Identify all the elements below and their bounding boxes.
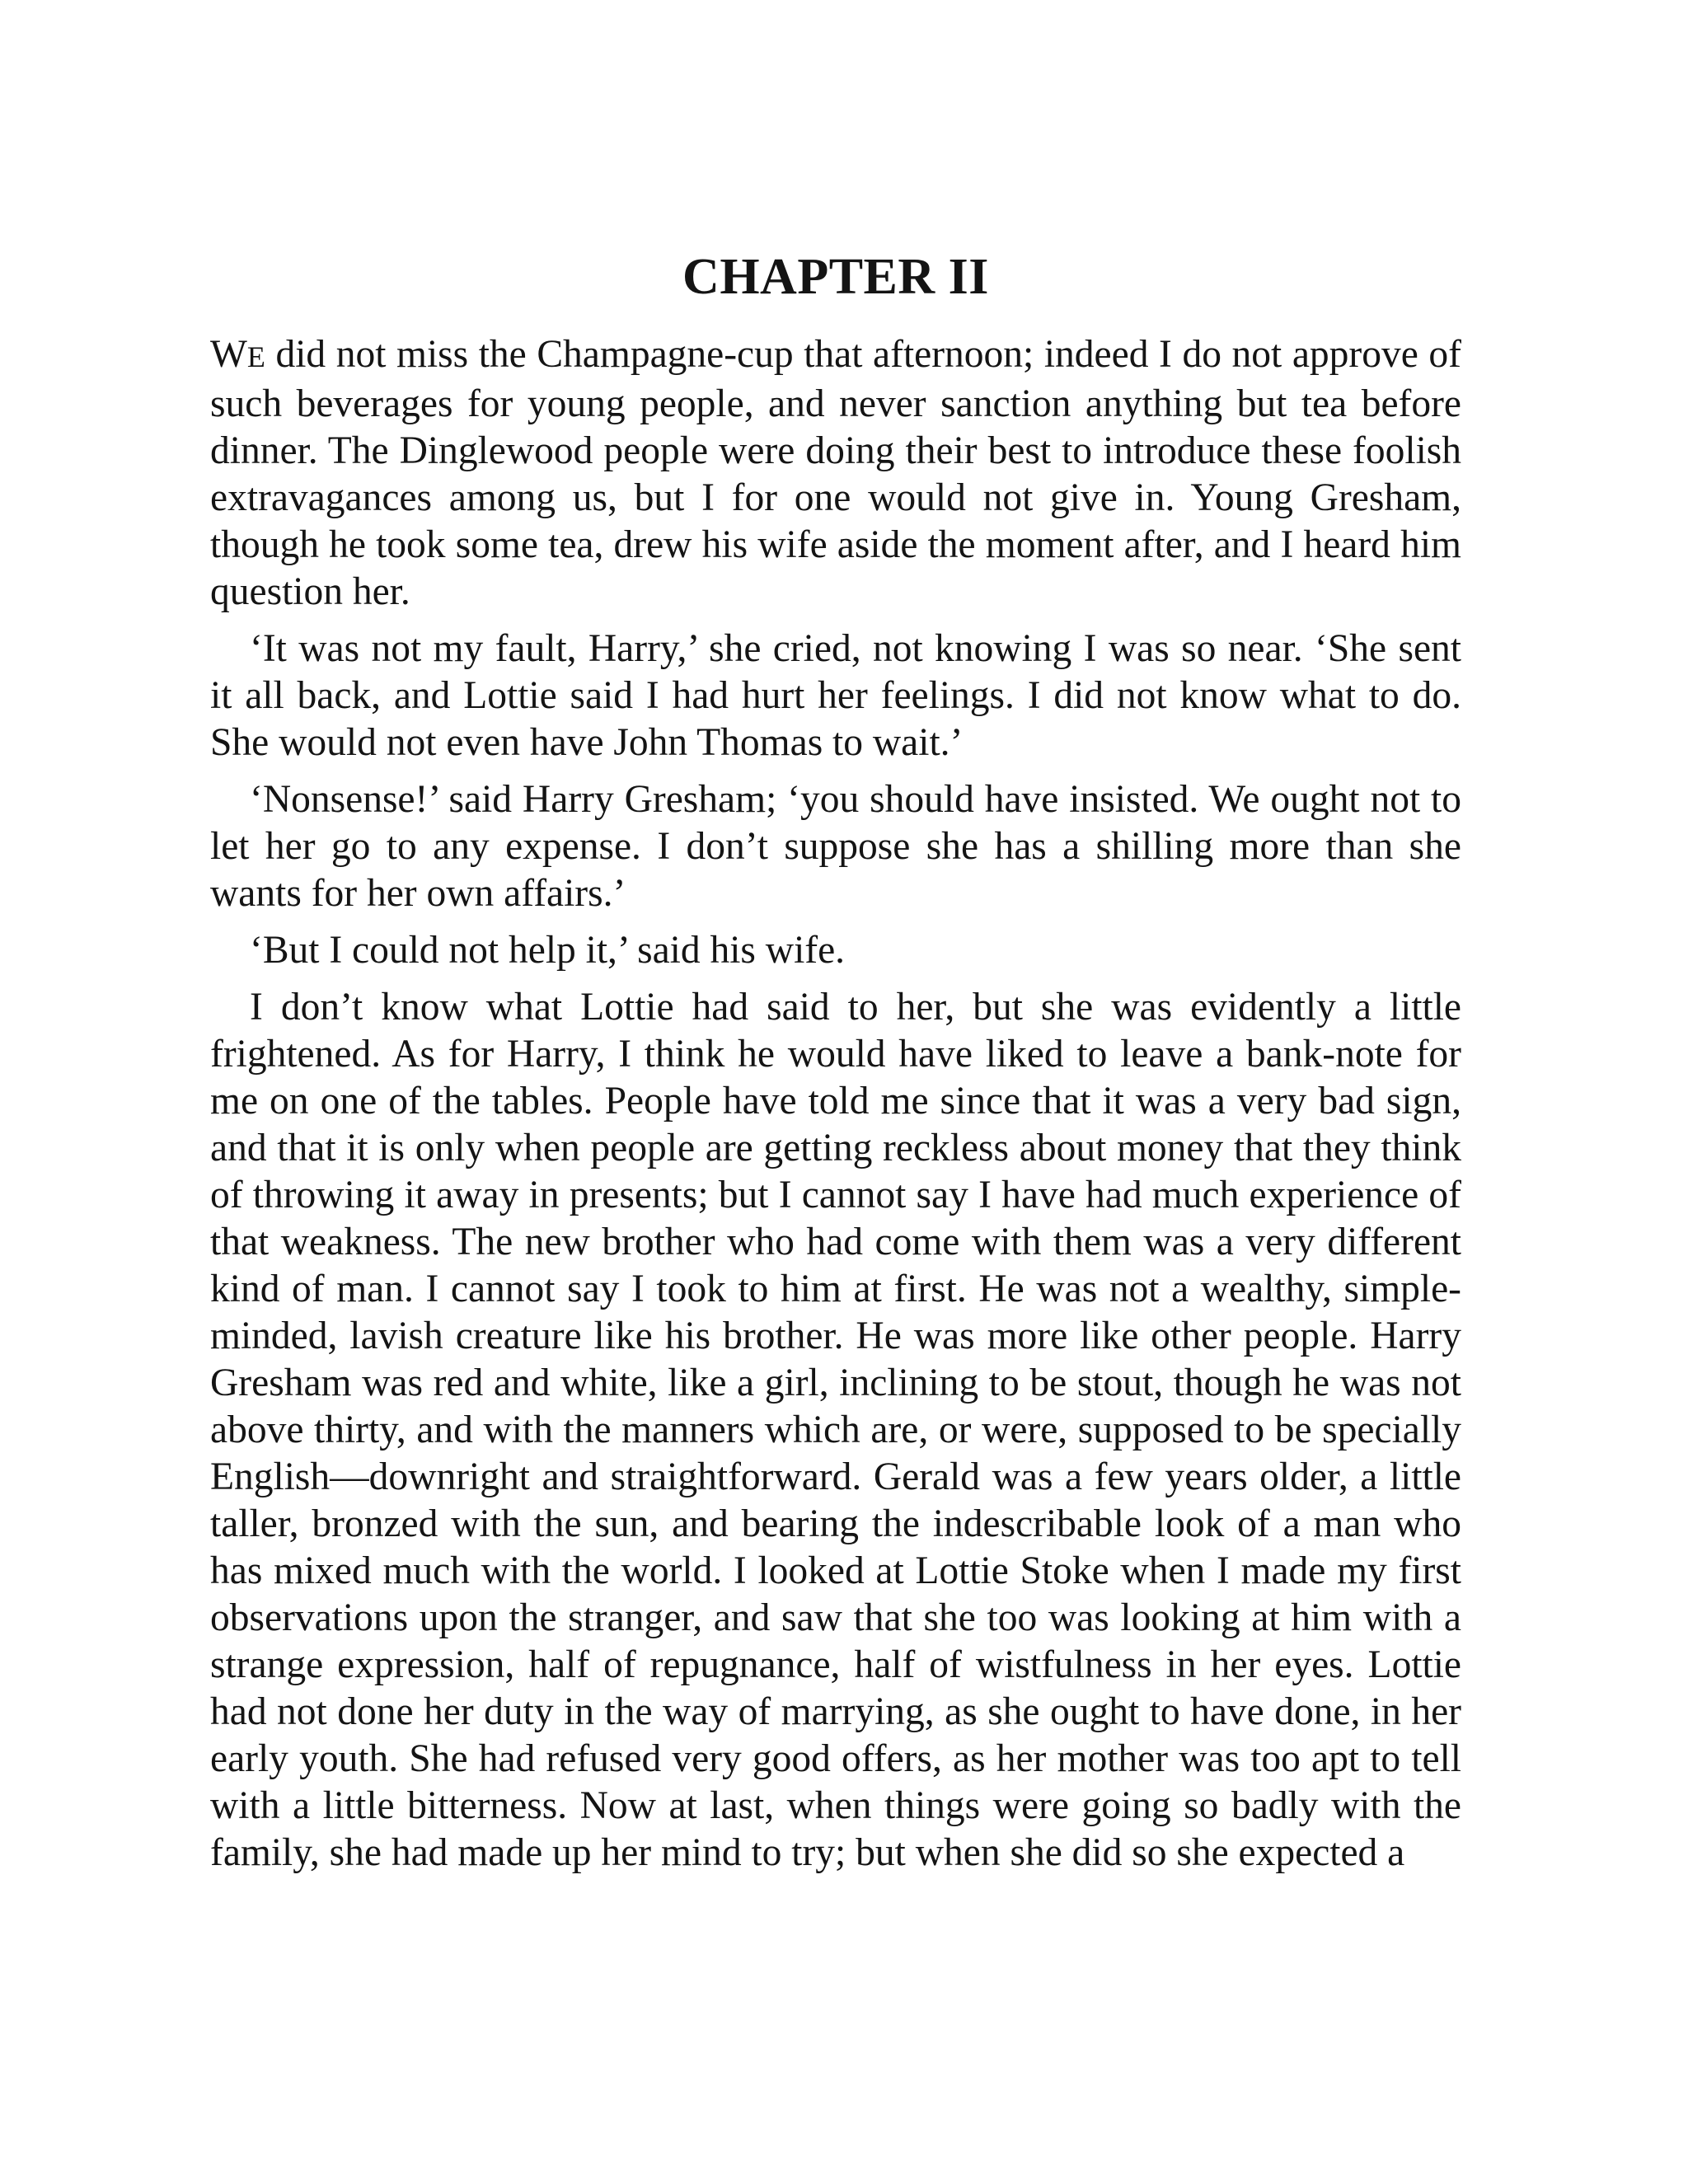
- paragraph-4: ‘But I could not help it,’ said his wife.: [250, 929, 846, 972]
- opening-small-cap: E: [246, 340, 265, 373]
- paragraph-5: I don’t know what Lottie had said to her, but she was evidently a little frightened. As for Harry, I think he would have liked to leave a bank-note for me on one of the tables. People have told me since that it was a very bad sign, and that it is only when people are getting reckless about money that they think of throwing it away in presents; but I cannot say I have had much experience of that weakness. The new brother who had come with them was a very different kind of man. I cannot say I took to him at first. He was not a wealthy, simple-minded, lavish creature like his brother. He was more like other people. Harry Gresham was red and white, like a girl, inclining to be stout, though he was not above thirty, and with the manners which are, or were, supposed to be specially English—downright and straightforward. Gerald was a few years older, a little taller, bronzed with the sun, and bearing the indescribable look of a man who has mixed much with the world. I looked at Lottie Stoke when I made my first observations upon the stranger, and saw that she too was looking at him with a strange expression, half of repugnance, half of wistfulness in her eyes. Lottie had not done her duty in the way of marrying, as she ought to have done, in her early youth. She had refused very good offers, as her mother was too apt to tell with a little bitterness. Now at last, when things were going so badly with the family, she had made up her mind to try; but when she did so she expected a: [210, 986, 1461, 1874]
- chapter-body: [210, 331, 1461, 1877]
- paragraph-1-text: did not miss the Champagne-cup that afternoon; indeed I do not approve of such beverages for young people, and never sanction anything but tea before dinner. The Dinglewood people were doing their best to introduce these foolish extravagances among us, but I for one would not give in. Young Gresham, though he took some tea, drew his wife aside the moment after, and I heard him question her.: [210, 333, 1461, 613]
- paragraph-3: ‘Nonsense!’ said Harry Gresham; ‘you should have insisted. We ought not to let her go to any expense. I don’t suppose she has a shilling more than she wants for her own affairs.’: [210, 778, 1461, 915]
- book-page: [210, 244, 1461, 1877]
- paragraph-2: ‘It was not my fault, Harry,’ she cried, not knowing I was so near. ‘She sent it all back, and Lottie said I had hurt her feelings. I did not know what to do. She would not even have John Thomas to wait.’: [210, 627, 1461, 764]
- chapter-title: CHAPTER II: [682, 249, 989, 305]
- opening-letter: W: [210, 333, 247, 376]
- paragraph-1: [210, 331, 1461, 616]
